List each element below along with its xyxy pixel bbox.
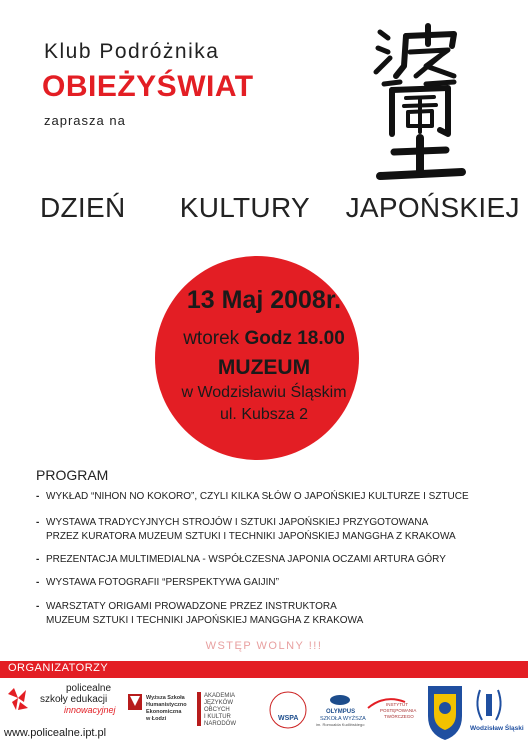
event-hour: Godz 18.00: [244, 328, 345, 349]
logo-line: JĘZYKÓW: [204, 700, 234, 706]
logo-line: WSPA: [278, 715, 299, 722]
logo-line: innowacyjnej: [64, 705, 116, 715]
logo-line: AKADEMIA: [204, 693, 236, 699]
instytut-logo-icon: [368, 699, 416, 719]
olympus-logo-icon: [316, 695, 366, 727]
program-item: [36, 516, 456, 544]
dash-bullet-icon: -: [36, 491, 40, 502]
event-street: ul. Kubsza 2: [219, 406, 309, 423]
event-city: w Wodzisławiu Śląskim: [181, 384, 347, 401]
logo-line: szkoły edukacji: [40, 694, 108, 705]
wshe-logo-icon: [128, 694, 187, 722]
club-name: OBIEŻYŚWIAT: [42, 70, 254, 103]
program-item: [36, 553, 446, 567]
logo-line: Wodzisław Śląski: [470, 725, 524, 732]
event-venue: MUZEUM: [217, 356, 311, 379]
program-item-line: MUZEUM SZTUKI I TECHNIKI JAPOŃSKIEJ MANGGHA Z KRAKOWA: [46, 615, 364, 626]
logo-line: OLYMPUS: [326, 709, 356, 715]
logo-line: Wyższa Szkoła: [146, 695, 185, 701]
logo-line: TWÓRCZEGO: [384, 714, 414, 719]
organizers-label: ORGANIZATORZY: [8, 662, 109, 674]
dash-bullet-icon: -: [36, 601, 40, 612]
program-item: [36, 490, 469, 504]
organizer-website-link[interactable]: www.policealne.ipt.pl: [4, 727, 107, 739]
program-heading: PROGRAM: [36, 467, 109, 483]
kanji-calligraphy-icon: [370, 22, 470, 182]
program-item-line: WYSTAWA TRADYCYJNYCH STROJÓW I SZTUKI JAPOŃSKIEJ PRZYGOTOWANA: [46, 517, 429, 528]
event-day: wtorek: [183, 328, 240, 349]
logo-line: Humanistyczno: [146, 702, 187, 708]
logo-line: NARODÓW: [204, 721, 236, 727]
dash-bullet-icon: -: [36, 554, 40, 565]
logo-line: INSTYTUT: [386, 702, 408, 707]
event-title: DZIEŃ KULTURY JAPOŃSKIEJ: [40, 192, 520, 223]
program-item-line: WYSTAWA FOTOGRAFII “PERSPEKTYWA GAIJIN”: [46, 577, 279, 588]
logo-line: im. Romualda Kudlińskiego: [316, 722, 365, 727]
wspa-logo-icon: [270, 692, 306, 728]
program-item-line: PREZENTACJA MULTIMEDIALNA - WSPÓŁCZESNA JAPONIA OCZAMI ARTURA GÓRY: [46, 554, 446, 565]
logo-line: OBCYCH: [204, 707, 230, 713]
program-item-line: PRZEZ KURATORA MUZEUM SZTUKI I TECHNIKI JAPOŃSKIEJ MANGGHA Z KRAKOWA: [46, 531, 456, 542]
wodzislaw-coat-of-arms-icon: [428, 686, 462, 740]
dash-bullet-icon: -: [36, 517, 40, 528]
event-date: 13 Maj 2008r.: [186, 286, 342, 314]
policealne-logo-icon: [8, 683, 117, 715]
dash-bullet-icon: -: [36, 577, 40, 588]
logo-line: I KULTUR: [204, 714, 231, 720]
logo-line: policealne: [66, 683, 112, 694]
program-item-line: WARSZTATY ORIGAMI PROWADZONE PRZEZ INSTRUKTORA: [46, 601, 337, 612]
logo-line: w Łodzi: [146, 716, 167, 722]
event-time: [0, 328, 528, 350]
program-item: [36, 576, 279, 590]
logo-line: Ekonomiczna: [146, 709, 182, 715]
akademia-logo-icon: [197, 692, 236, 727]
club-label: Klub Podróżnika: [44, 40, 220, 63]
invites-text: zaprasza na: [44, 113, 126, 128]
program-item-line: WYKŁAD “NIHON NO KOKORO”, CZYLI KILKA SŁÓW O JAPOŃSKIEJ KULTURZE I SZTUCE: [46, 491, 469, 502]
logo-line: POSTĘPOWANIA: [380, 708, 417, 713]
free-entry-note: WSTĘP WOLNY !!!: [205, 640, 323, 652]
logo-line: SZKOŁA WYŻSZA: [320, 716, 366, 722]
wodzislaw-slaski-logo-icon: [470, 690, 524, 732]
program-item: [36, 600, 363, 628]
